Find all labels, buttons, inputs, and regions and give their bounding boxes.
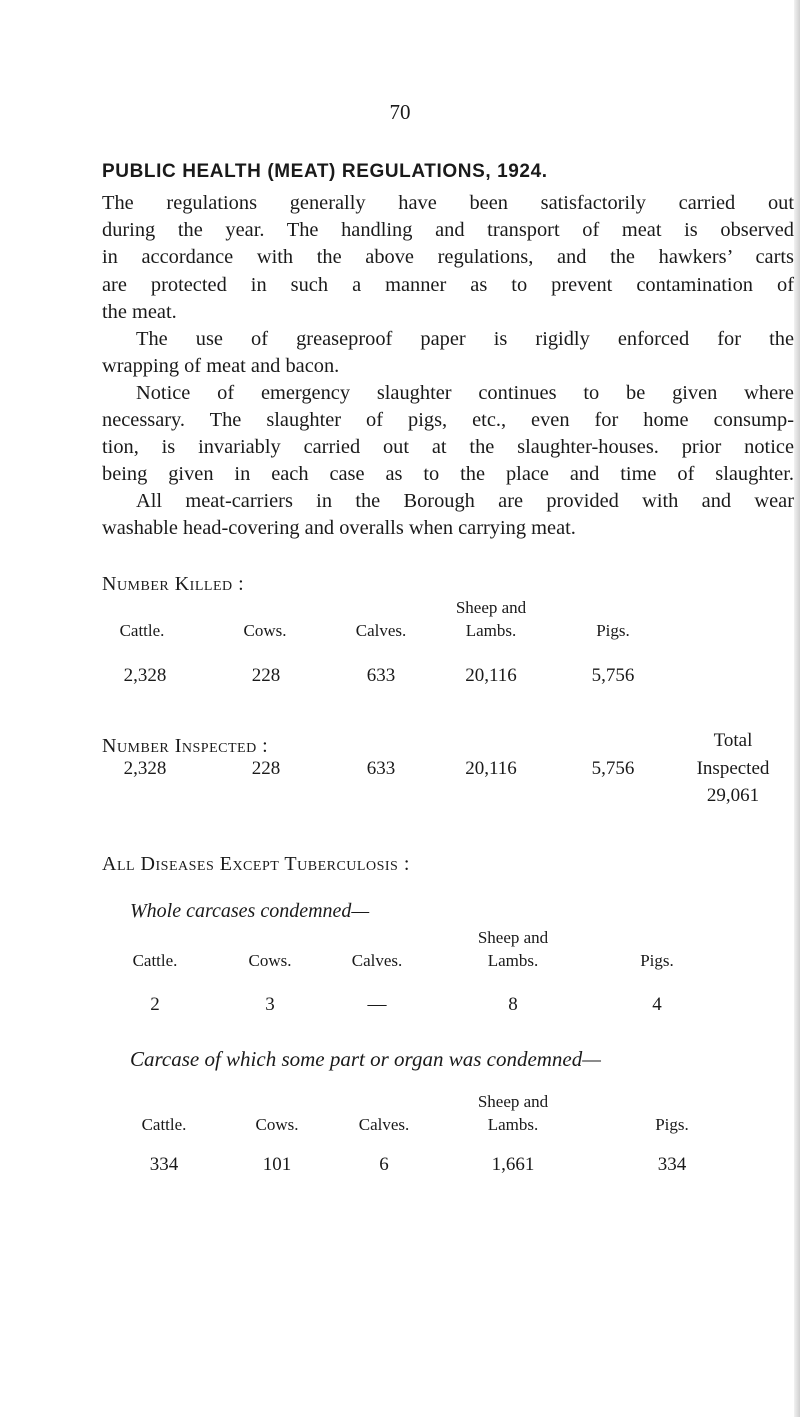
paragraph-line: during the year. The handling and transport of meat is observed: [102, 219, 794, 241]
column-header: Cattle.: [132, 951, 178, 970]
table-cell: 334: [149, 1154, 179, 1175]
total-label: Inspected: [696, 758, 770, 779]
inspected-heading: Number Inspected :: [102, 735, 269, 757]
column-header: Lambs.: [487, 1115, 539, 1134]
column-header: Sheep and: [477, 1092, 549, 1111]
page-edge-shadow: [794, 0, 800, 1417]
column-header: Cows.: [248, 951, 292, 970]
table-cell: —: [367, 994, 387, 1015]
column-header: Pigs.: [596, 621, 630, 640]
table-cell: 8: [508, 994, 518, 1015]
table-cell: 2: [150, 994, 160, 1015]
column-header: Calves.: [351, 951, 403, 970]
total-value: 29,061: [706, 785, 760, 806]
paragraph-line: All meat-carriers in the Borough are provided with and wear: [136, 490, 794, 512]
column-header: Pigs.: [640, 951, 674, 970]
column-header: Lambs.: [487, 951, 539, 970]
table-cell: 101: [262, 1154, 292, 1175]
paragraph-line: in accordance with the above regulations, and the hawkers’ carts: [102, 246, 794, 268]
table-cell: 2,328: [123, 665, 167, 686]
table-cell: 5,756: [591, 758, 635, 779]
table-cell: 20,116: [465, 665, 517, 686]
column-header: Cattle.: [141, 1115, 187, 1134]
table-cell: 5,756: [591, 665, 635, 686]
paragraph-line: wrapping of meat and bacon.: [102, 355, 340, 377]
table-cell: 6: [379, 1154, 389, 1175]
whole-carcases-heading: Whole carcases condemned—: [130, 900, 370, 922]
table-cell: 4: [652, 994, 662, 1015]
paragraph-line: necessary. The slaughter of pigs, etc., even for home consump-: [102, 409, 794, 431]
column-header: Pigs.: [655, 1115, 689, 1134]
column-header: Sheep and: [477, 928, 549, 947]
column-header: Cows.: [243, 621, 287, 640]
paragraph-line: are protected in such a manner as to prevent contamination of: [102, 274, 794, 296]
column-header: Sheep and: [455, 598, 527, 617]
column-header: Cows.: [255, 1115, 299, 1134]
killed-heading: Number Killed :: [102, 573, 245, 595]
table-cell: 228: [251, 758, 281, 779]
page-number: 70: [389, 100, 411, 124]
paragraph-line: The regulations generally have been satisfactorily carried out: [102, 192, 794, 214]
page-title: PUBLIC HEALTH (MEAT) REGULATIONS, 1924.: [102, 161, 548, 182]
column-header: Calves.: [358, 1115, 410, 1134]
table-cell: 2,328: [123, 758, 167, 779]
table-cell: 228: [251, 665, 281, 686]
column-header: Cattle.: [119, 621, 165, 640]
table-cell: 1,661: [491, 1154, 535, 1175]
table-cell: 3: [265, 994, 275, 1015]
table-cell: 334: [657, 1154, 687, 1175]
total-label: Total: [713, 730, 753, 751]
table-cell: 20,116: [465, 758, 517, 779]
paragraph-line: the meat.: [102, 301, 177, 323]
table-cell: 633: [366, 665, 396, 686]
column-header: Lambs.: [465, 621, 517, 640]
paragraph-line: being given in each case as to the place and time of slaughter.: [102, 463, 794, 485]
paragraph-line: washable head-covering and overalls when carrying meat.: [102, 517, 576, 539]
table-cell: 633: [366, 758, 396, 779]
paragraph-line: Notice of emergency slaughter continues to be given where: [136, 382, 794, 404]
part-condemned-heading: Carcase of which some part or organ was condemned—: [130, 1047, 601, 1071]
paragraph-line: The use of greaseproof paper is rigidly enforced for the: [136, 328, 794, 350]
paragraph-line: tion, is invariably carried out at the slaughter-houses. prior notice: [102, 436, 794, 458]
diseases-heading: All Diseases Except Tuberculosis :: [102, 853, 410, 875]
column-header: Calves.: [355, 621, 407, 640]
